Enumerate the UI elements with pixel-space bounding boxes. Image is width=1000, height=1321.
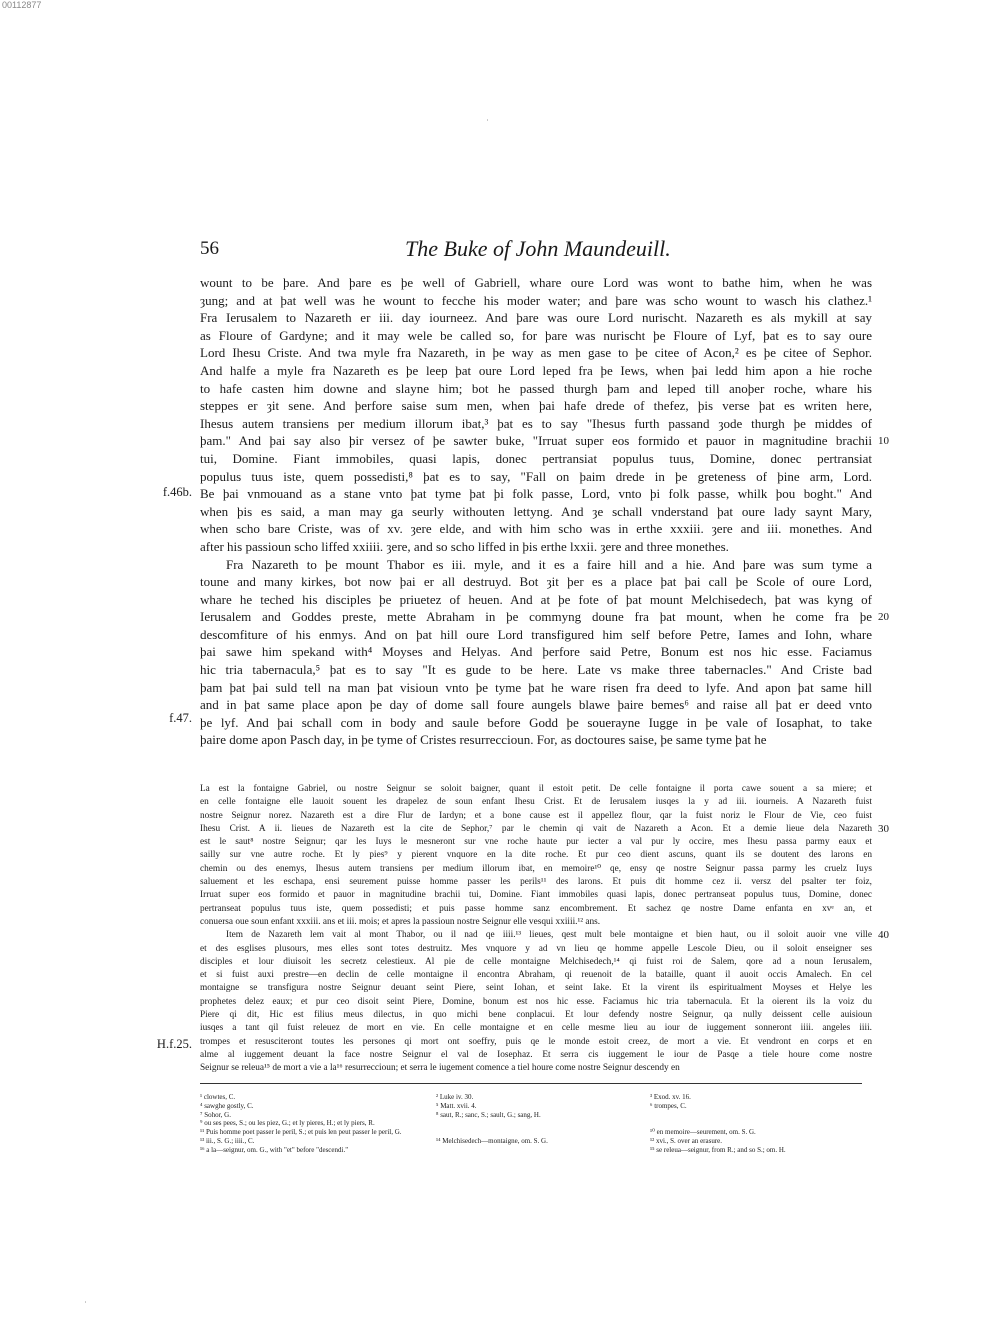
text-line: sailly sur vne autre roche. Et ly pies⁹ y pierent vnquore en la dite roche. Et pur ceo dient ascuns, quant ils se doutent des larons en	[200, 850, 872, 861]
text-line: Be þai vnmouand as a stane vnto þat tyme þat þi folk passe, Lord, vnto þi folk passe, whilk þou boght." And	[200, 486, 872, 502]
text-line: Item de Nazareth lem vait al mont Thabor, ou il nad qe iiii.¹³ lieues, qest mult bele montaigne et bien haut, ou il soloit auoir vne ville	[226, 930, 872, 941]
scan-speck: ˙	[486, 118, 489, 128]
text-line: after his passioun scho liffed xxiiii. ȝere, and so scho liffed in þis erthe lxxii. ȝere and three monethes.	[200, 538, 729, 554]
footnote: ³ Exod. xv. 16.	[650, 1093, 691, 1101]
folio-mark: f.47.	[169, 711, 192, 725]
running-title: The Buke of John Maundeuill.	[405, 236, 671, 261]
footnote-column	[200, 1093, 402, 1155]
footnote: ⁷ Sohor, G.	[200, 1110, 231, 1119]
text-line: est le saut⁸ nostre Seignur; qar les Iuys le mesneront sur vne roche haute pur iecter a val pur ly occire, mes Ihesu passa parmy eaux et	[200, 837, 872, 848]
text-line: Fra Ierusalem to Nazareth er iii. day iourneez. And þare was oure Lord nurischt. Nazareth es als mykill at say	[200, 310, 872, 326]
text-line: þam." And þai say also þir versez of þe sawter buke, "Irruat super eos formido et pauor in magnitudine brachii	[200, 433, 872, 449]
footnote: ⁶ trompes, C.	[650, 1101, 687, 1110]
footnote: ¹³ iii., S. G.; iiii., C.	[200, 1136, 255, 1145]
text-line: Ihesus autem transiens per medium illorum ibat,³ þat es to say "Ihesus furth passand ȝode thurgh þe middes of	[200, 415, 872, 431]
french-text-block	[156, 783, 889, 1076]
footnote: ⁹ ou ses pees, S.; ou les piez, G.; et ly pieres, H.; et ly piers, R.	[200, 1119, 375, 1128]
footnote: ² Luke iv. 30.	[436, 1093, 474, 1101]
footnote: ⁸ saut, R.; sanc, S.; sault, G.; sang, H.	[436, 1110, 541, 1119]
text-line: hic tria tabernacula,⁵ þat es to say "It es gude to be here. Late vs make three tabernacles." And Criste bad	[200, 662, 872, 678]
text-line: et des esglises plusours, mes elles sont totes destruitz. Mes vnquore y ad vn lieu qe homme appelle Lescole Dieu, ou il soloit enseigner ses	[200, 943, 872, 954]
footnote: ¹¹ Puis homme poet passer le peril, S.; et puis len peut passer le peril, G.	[200, 1128, 402, 1137]
footnote-column	[436, 1093, 548, 1146]
folio-mark: H.f.25.	[156, 1037, 192, 1051]
footnote: ¹⁰ en memoire—seurement, om. S. G.	[650, 1128, 756, 1137]
scan-speck: ˙	[84, 1300, 87, 1310]
footnote	[650, 1119, 786, 1128]
page-header	[200, 238, 872, 268]
footnote: ⁴ sawghe gostly, C.	[200, 1101, 254, 1110]
text-line: steppes er ȝit sene. And þerfore saise sum men, when þai hafe drede of thefez, þis verse þat es writen here,	[200, 398, 872, 414]
footnote-rule	[200, 1083, 862, 1084]
line-number: 30	[878, 823, 889, 835]
text-line: La est la fontaigne Gabriel, ou nostre Seignur se soloit baigner, quant il estoit petit. De celle fontaigne il porta cawe souent a sa miere; et	[200, 784, 872, 794]
text-line: Piere qi dit, Hic est filius meus dilectus, in quo michi bene conplacui. Et lour defendy nostre Seignur, qa nully deissent celle auisioun	[200, 1010, 872, 1021]
text-line: prophetes delez eaux; et pur ceo disoit seint Piere, Domine, bonum est nos hic esse. Faciamus hic tria tabernacula. Et la oierent ils la voiz du	[200, 996, 872, 1007]
text-line: nostre Seignur norez. Nazareth est a dire Flur de Iardyn; et a bone cause est il appellez flour, qar la fuist noriz le Flour de Vie, ceo fuist	[200, 810, 872, 821]
footnote	[436, 1128, 548, 1137]
text-line: iusqes a tant qil fuist releuez de mort en vie. En celle montaigne et en celle mesme lieu au iour de iuggement sonneront iiii. angeles iiii.	[200, 1023, 872, 1034]
text-line: saluement et les eschapa, ensi seurement puisse homme passer les perils¹¹ des larons. Et puis dit homme cez ii. versz del psalter ter foiz,	[200, 877, 872, 888]
text-line: ȝung; and at þat well was he wount to fecche his moder water; and þare was scho wount to wasch his clathez.¹	[200, 292, 872, 308]
footnote: ¹⁵ se releua—seignur, from R.; and so S.; om. H.	[650, 1145, 786, 1154]
footnote: ⁵ Matt. xvii. 4.	[436, 1101, 477, 1110]
text-line: to hafe casten him downe and slayne him; bot he passed thurgh þam and leped till anoþer roche, whare his	[200, 380, 872, 396]
text-line: þam þat þai suld tell na man þat visioun vnto þe tyme þat he ware risen fra deed to lyfe. And apon þat same hill	[200, 679, 872, 695]
english-text-block	[162, 274, 889, 749]
text-line: chemin ou des enemys, Ihesus autem transiens per medium illorum ibat, en memoire¹⁰ qe, ensy qe nostre Seignur passa parmy les cruelz Iuys	[200, 863, 872, 874]
text-line: en celle fontaigne elle lauoit souent les drapelez de soun enfant Ihesu Crist. Et de Ierusalem iusqes la y ad iii. iourneis. A Nazareth fuist	[200, 797, 872, 808]
footnote	[436, 1119, 548, 1128]
text-line: þe lyf. And þai schall com in body and saule before Godd þe souerayne Iugge in þe vale of Iosaphat, to take	[200, 714, 872, 730]
text-line: trompes et resusciteront toutes les persones qi mort ont soeffry, puis qe le monde estoit creez, de mort a vie. Et vendront en corps et en	[200, 1036, 872, 1047]
footnote	[650, 1111, 786, 1120]
text-line: Seignur se releua¹⁵ de mort a vie a la¹⁶ resurreccioun; et serra le iugement comence a tiel houre come nostre Seignur descendy en	[200, 1063, 680, 1074]
text-line: when scho bare Criste, was of xv. ȝere elde, and with him scho was in erthe xxxiii. ȝere and iii. monethes. And	[200, 521, 872, 537]
text-line: toune and many kirkes, bot now þai er all destruyd. Bot ȝit þer es a place þat þai call þe Scole of oure Lord,	[200, 574, 872, 590]
line-number: 40	[878, 929, 889, 941]
text-line: þai sawe him spekand with⁴ Moyses and Helyas. And þerfore said Petre, Bonum est nos hic esse. Faciamus	[200, 644, 872, 660]
page-number: 56	[200, 238, 219, 259]
text-line: disciples et lour diuisoit les secretz celestieux. Al pie de celle montaigne Melchisedech,¹⁴ qi fuist roi de Salem, qore ad a noun Ierusalem,	[200, 956, 872, 967]
scan-identifier: 00112877	[2, 0, 42, 10]
text-line: whare he teched his disciples þe priuetez of heuen. And at þe fote of þat mount Melchisedech, þat was kyng of	[200, 591, 872, 607]
text-line: wount to be þare. And þare es þe well of Gabriell, whare oure Lord was wont to bathe him, when he was	[200, 275, 872, 290]
text-line: as Floure of Gardyne; and it may wele be called so, for þare was nurischt þe Floure of Lyf, þat es to say oure	[200, 327, 872, 343]
text-line: conuersa oue soun enfant xxxiii. ans et iii. mois; et apres la passioun nostre Seignur elle vesqui xxiiii.¹² ans.	[200, 916, 601, 927]
text-line: pertranseat populus tuus iste, quem possedisti; et puis passe homme sanz encombrement. Et sachez qe nostre Dame enfanta en xvᵉ an, et	[200, 903, 872, 914]
text-line: þaire dome apon Pasch day, in þe tyme of Cristes resurreccioun. For, as doctoures saise, þe same tyme þat he	[200, 732, 767, 748]
folio-mark: f.46b.	[162, 485, 192, 499]
text-line: Ihesu Crist. A ii. lieues de Nazareth est la cite de Sephor,⁷ par le chemin qi vait de Nazareth a Acon. Et a demie lieue dela Nazareth	[200, 823, 872, 834]
text-line: descomfiture of his enmys. And on þat hill oure Lord transfigured him self before Petre, Iames and Iohn, whare	[200, 626, 872, 642]
text-line: Fra Nazareth to þe mount Thabor es iii. myle, and it es a faire hill and a hie. And þare was sum tyme a	[226, 556, 872, 572]
footnote: ¹⁶ a la—seignur, om. G., with "et" before "descendi."	[200, 1145, 349, 1154]
text-line: and in þat same place apon þe day of dome sall foure aungels blawe þaire bemes⁶ and raise all þat er deed vnto	[200, 697, 872, 713]
text-line: Lord Ihesu Criste. And twa myle fra Nazareth, in þe way as men gase to þe citee of Acon,² es þe citee of Sephor.	[200, 345, 872, 361]
text-line: And halfe a myle fra Nazareth es þe leep þat oure Lord leped fra þe Iews, when þai ledd him apon a hie roche	[200, 362, 872, 378]
text-line: when þis es said, a man may ga seurly withouten lettyng. And ȝe schall vnderstand þat oure lady saynt Mary,	[200, 503, 872, 519]
footnote: ¹ clowtes, C.	[200, 1093, 236, 1101]
text-line: Ierusalem and Goddes preste, mette Abraham in þe commyng doune fra þat mount, when he come fra þe	[200, 609, 872, 625]
text-line: et si fuist auxi prestre—en declin de celle montaigne il encontra Abraham, qi reuenoit de la bataille, quant il auoit occis Amalech. En cel	[200, 970, 872, 981]
line-number: 10	[878, 435, 889, 447]
footnote: ¹⁴ Melchisedech—montaigne, om. S. G.	[436, 1136, 548, 1145]
text-line: montaigne se transfigura nostre Seignur deuant seint Piere, seint Iohan, et seint Iake. Et la virent ils espiritualment Moyses et Helye les	[200, 983, 872, 994]
text-line: populus tuus iste, quem possedisti,⁸ þat es to say, "Fall on þaim drede in þe greteness of þine arm, Lord.	[200, 468, 872, 484]
footnote-column	[650, 1093, 786, 1155]
footnote: ¹² xvi., S. over an erasure.	[650, 1136, 723, 1145]
text-line: tui, Domine. Fiant immobiles, quasi lapis, donec pertransiat populus tuus, Domine, donec pertransiat	[200, 450, 872, 466]
line-number: 20	[878, 611, 889, 623]
text-line: alme al iuggement deuant la face nostre Seignur el val de Iosephaz. Et serra cis iuggement le iour de Pasqe a tiele houre come nostre	[200, 1049, 872, 1060]
text-line: Irruat super eos formido et pauor in magnitudine brachii tui, Domine. Fiant immobiles quasi lapis, donec pertranseat populus tuus, Domine, donec	[200, 890, 872, 901]
